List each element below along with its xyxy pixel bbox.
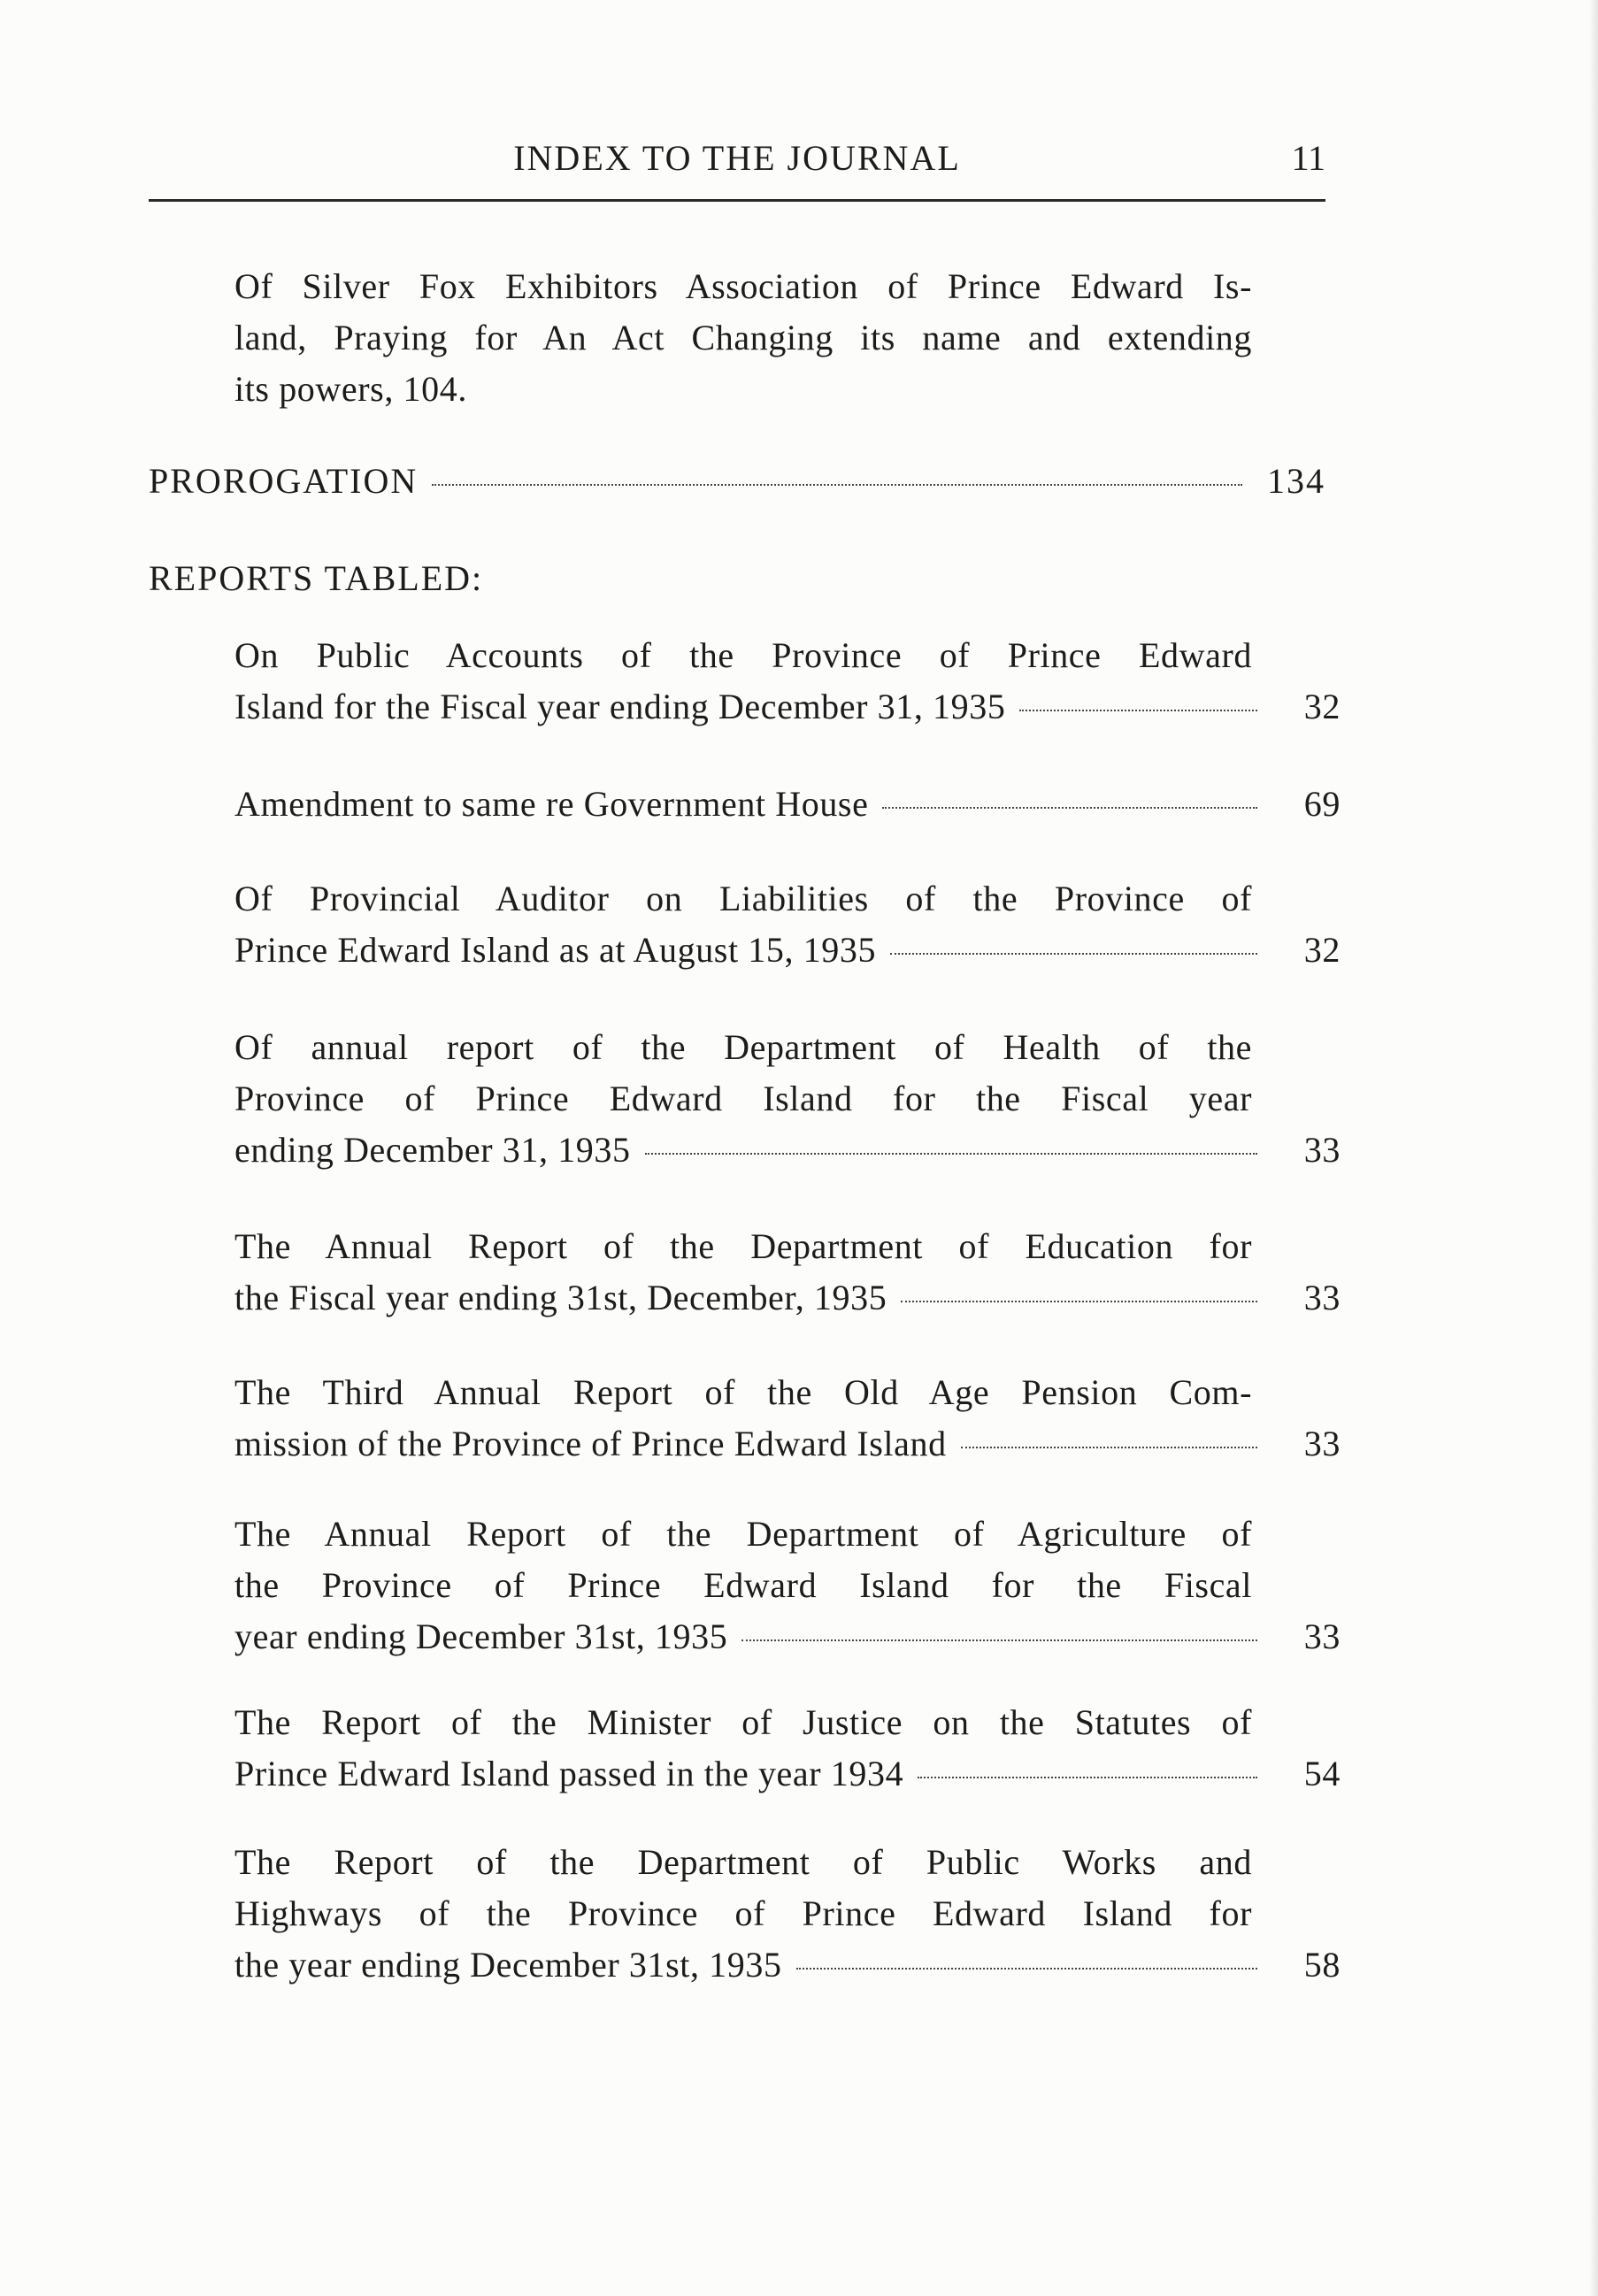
report-page: 32: [1303, 687, 1341, 726]
entry-line: the Province of Prince Edward Island for the Fiscal: [234, 1565, 1252, 1605]
entry-line: its powers, 104.: [234, 369, 467, 409]
report-entry: [234, 1367, 1341, 1470]
report-page: 33: [1303, 1278, 1341, 1317]
leader-dots: [741, 1639, 1257, 1641]
leader-dots: [901, 1301, 1257, 1302]
leader-dots: [432, 484, 1242, 486]
report-entry: [234, 873, 1341, 976]
entry-line: On Public Accounts of the Province of Prince Edward: [234, 635, 1252, 675]
leader-dots: [918, 1777, 1257, 1778]
leader-dots: [890, 953, 1257, 955]
silver-fox-entry: [234, 261, 1341, 415]
entry-line: ending December 31, 1935: [234, 1130, 631, 1170]
report-entry: [234, 1022, 1341, 1176]
prorogation-entry: [149, 460, 1325, 502]
leader-dots: [1019, 710, 1257, 711]
entry-line: Of Provincial Auditor on Liabilities of the Province of: [234, 879, 1252, 918]
report-entry: [234, 779, 1341, 830]
header-rule: [149, 199, 1325, 202]
leader-dots: [645, 1153, 1257, 1155]
prorogation-label: PROROGATION: [149, 461, 419, 501]
entry-line: The Third Annual Report of the Old Age Pension Com-: [234, 1372, 1252, 1412]
entry-line: The Report of the Minister of Justice on the Statutes of: [234, 1702, 1252, 1742]
report-page: 33: [1303, 1424, 1341, 1463]
report-entry: [234, 1509, 1341, 1662]
report-page: 69: [1303, 784, 1341, 824]
entry-line: Highways of the Province of Prince Edward Island for: [234, 1893, 1252, 1933]
page-number: 11: [1291, 138, 1325, 178]
entry-line: Province of Prince Edward Island for the Fiscal year: [234, 1079, 1252, 1118]
prorogation-page: 134: [1267, 461, 1325, 501]
page-edge-shadow: [1589, 0, 1598, 2296]
entry-line: Of Silver Fox Exhibitors Association of Prince Edward Is-: [234, 266, 1252, 306]
entry-line: land, Praying for An Act Changing its name and extending: [234, 318, 1252, 357]
entry-line: the year ending December 31st, 1935: [234, 1945, 782, 1985]
entry-line: Of annual report of the Department of Health of the: [234, 1027, 1252, 1067]
report-entry: [234, 630, 1341, 733]
leader-dots: [961, 1447, 1257, 1448]
entry-line: The Annual Report of the Department of Education for: [234, 1226, 1252, 1266]
entry-line: Amendment to same re Government House: [234, 784, 869, 824]
entry-line: The Report of the Department of Public Works and: [234, 1842, 1252, 1882]
report-page: 33: [1303, 1130, 1341, 1170]
report-page: 58: [1303, 1945, 1341, 1985]
page-header: [149, 137, 1325, 190]
entry-line: Prince Edward Island as at August 15, 1935: [234, 930, 877, 970]
reports-tabled-heading: REPORTS TABLED:: [149, 558, 484, 598]
report-entry: [234, 1221, 1341, 1324]
entry-line: Island for the Fiscal year ending December 31, 1935: [234, 687, 1006, 726]
report-entry: [234, 1697, 1341, 1800]
page-title: INDEX TO THE JOURNAL: [513, 138, 961, 178]
entry-line: Prince Edward Island passed in the year 1934: [234, 1754, 904, 1793]
entry-line: year ending December 31st, 1935: [234, 1616, 728, 1656]
entry-line: the Fiscal year ending 31st, December, 1935: [234, 1278, 887, 1317]
leader-dots: [882, 807, 1257, 809]
leader-dots: [796, 1968, 1257, 1970]
report-page: 32: [1303, 930, 1341, 970]
entry-line: mission of the Province of Prince Edward Island: [234, 1424, 947, 1463]
report-page: 33: [1303, 1616, 1341, 1656]
report-entry: [234, 1837, 1341, 1991]
report-page: 54: [1303, 1754, 1341, 1793]
entry-line: The Annual Report of the Department of Agriculture of: [234, 1514, 1252, 1554]
